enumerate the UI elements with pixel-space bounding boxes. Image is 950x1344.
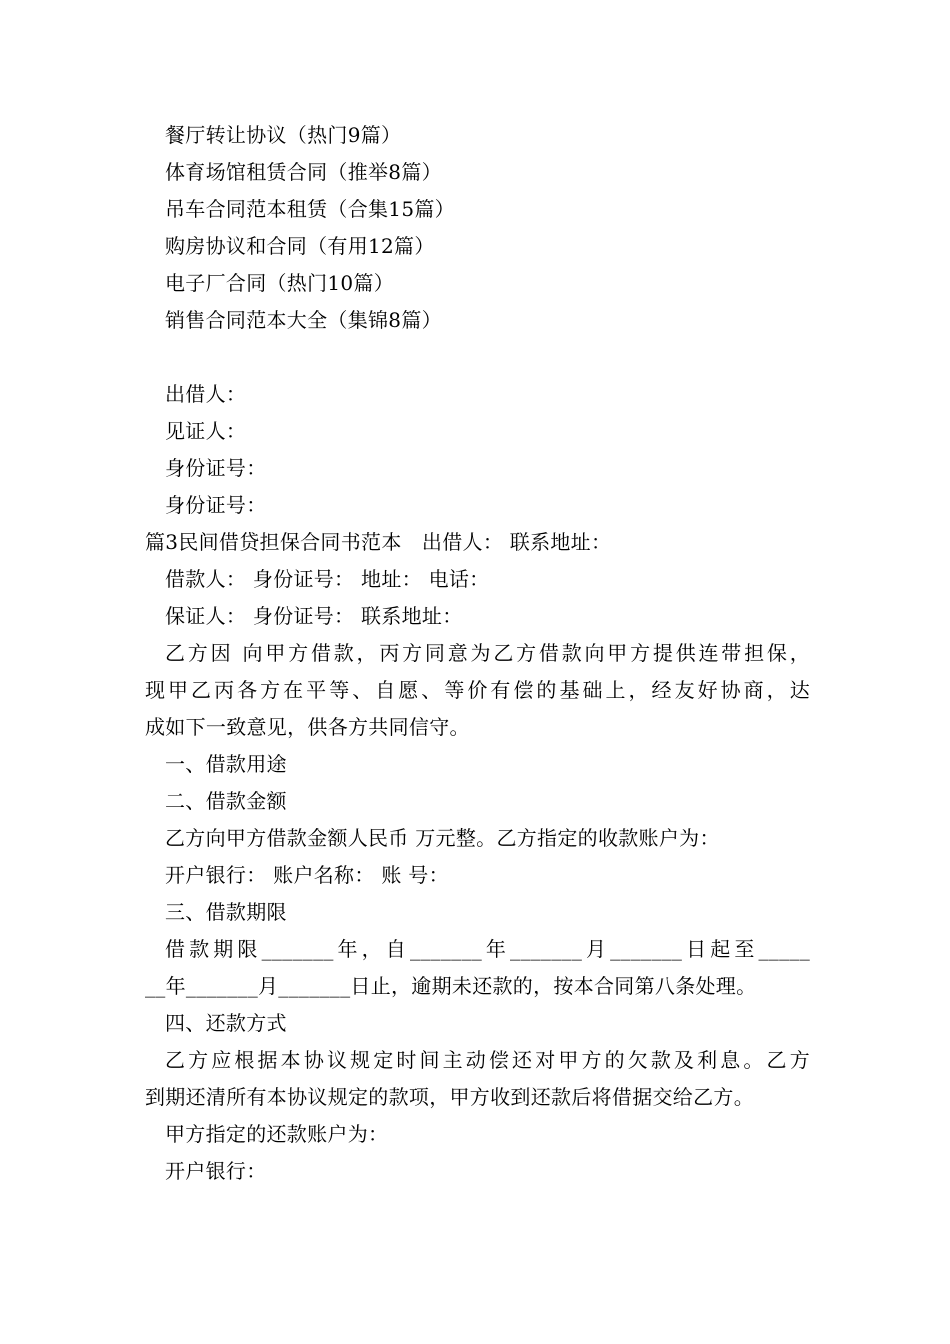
clause-heading: 一、借款用途 [165, 752, 287, 776]
term-paragraph [145, 931, 810, 1005]
section-title: 篇3民间借贷担保合同书范本 出借人： 联系地址： [145, 530, 612, 554]
paragraph-line: 乙方因 向甲方借款，丙方同意为乙方借款向甲方提供连带担保， [165, 641, 810, 665]
repay-account-line: 甲方指定的还款账户为： [165, 1122, 389, 1146]
borrower-line: 借款人： 身份证号： 地址： 电话： [165, 567, 490, 591]
amount-line: 乙方向甲方借款金额人民币 万元整。乙方指定的收款账户为： [165, 826, 720, 850]
related-link[interactable]: 电子厂合同（热门10篇） [165, 271, 395, 295]
paragraph-line: 借款期限_______年，自_______年_______月_______日起至_____ [165, 937, 810, 961]
paragraph-line: 成如下一致意见，供各方共同信守。 [145, 715, 470, 739]
spacer [145, 339, 810, 376]
related-links-list [145, 117, 810, 339]
related-link[interactable]: 购房协议和合同（有用12篇） [165, 234, 435, 258]
signature-block [145, 376, 810, 524]
related-link[interactable]: 餐厅转让协议（热门9篇） [165, 123, 402, 147]
clause-heading: 三、借款期限 [165, 900, 287, 924]
paragraph-line: 乙方应根据本协议规定时间主动偿还对甲方的欠款及利息。乙方 [165, 1048, 810, 1072]
paragraph-line: __年_______月_______日止，逾期未还款的，按本合同第八条处理。 [145, 974, 757, 998]
clause-heading: 四、还款方式 [165, 1011, 287, 1035]
bank-info-line: 开户银行： 账户名称： 账 号： [165, 863, 449, 887]
related-link[interactable]: 体育场馆租赁合同（推举8篇） [165, 160, 442, 184]
document-body [145, 117, 810, 1190]
id-number-label: 身份证号： [165, 493, 267, 517]
lender-label: 出借人： [165, 382, 247, 406]
repay-bank-line: 开户银行： [165, 1159, 267, 1183]
witness-label: 见证人： [165, 419, 247, 443]
paragraph-line: 到期还清所有本协议规定的款项，甲方收到还款后将借据交给乙方。 [145, 1085, 754, 1109]
paragraph-line: 现甲乙丙各方在平等、自愿、等价有偿的基础上，经友好协商，达 [145, 678, 810, 702]
repay-paragraph [145, 1042, 810, 1116]
related-link[interactable]: 销售合同范本大全（集锦8篇） [165, 308, 442, 332]
guarantor-line: 保证人： 身份证号： 联系地址： [165, 604, 463, 628]
clause-heading: 二、借款金额 [165, 789, 287, 813]
id-number-label: 身份证号： [165, 456, 267, 480]
preamble-paragraph [145, 635, 810, 746]
related-link[interactable]: 吊车合同范本租赁（合集15篇） [165, 197, 455, 221]
